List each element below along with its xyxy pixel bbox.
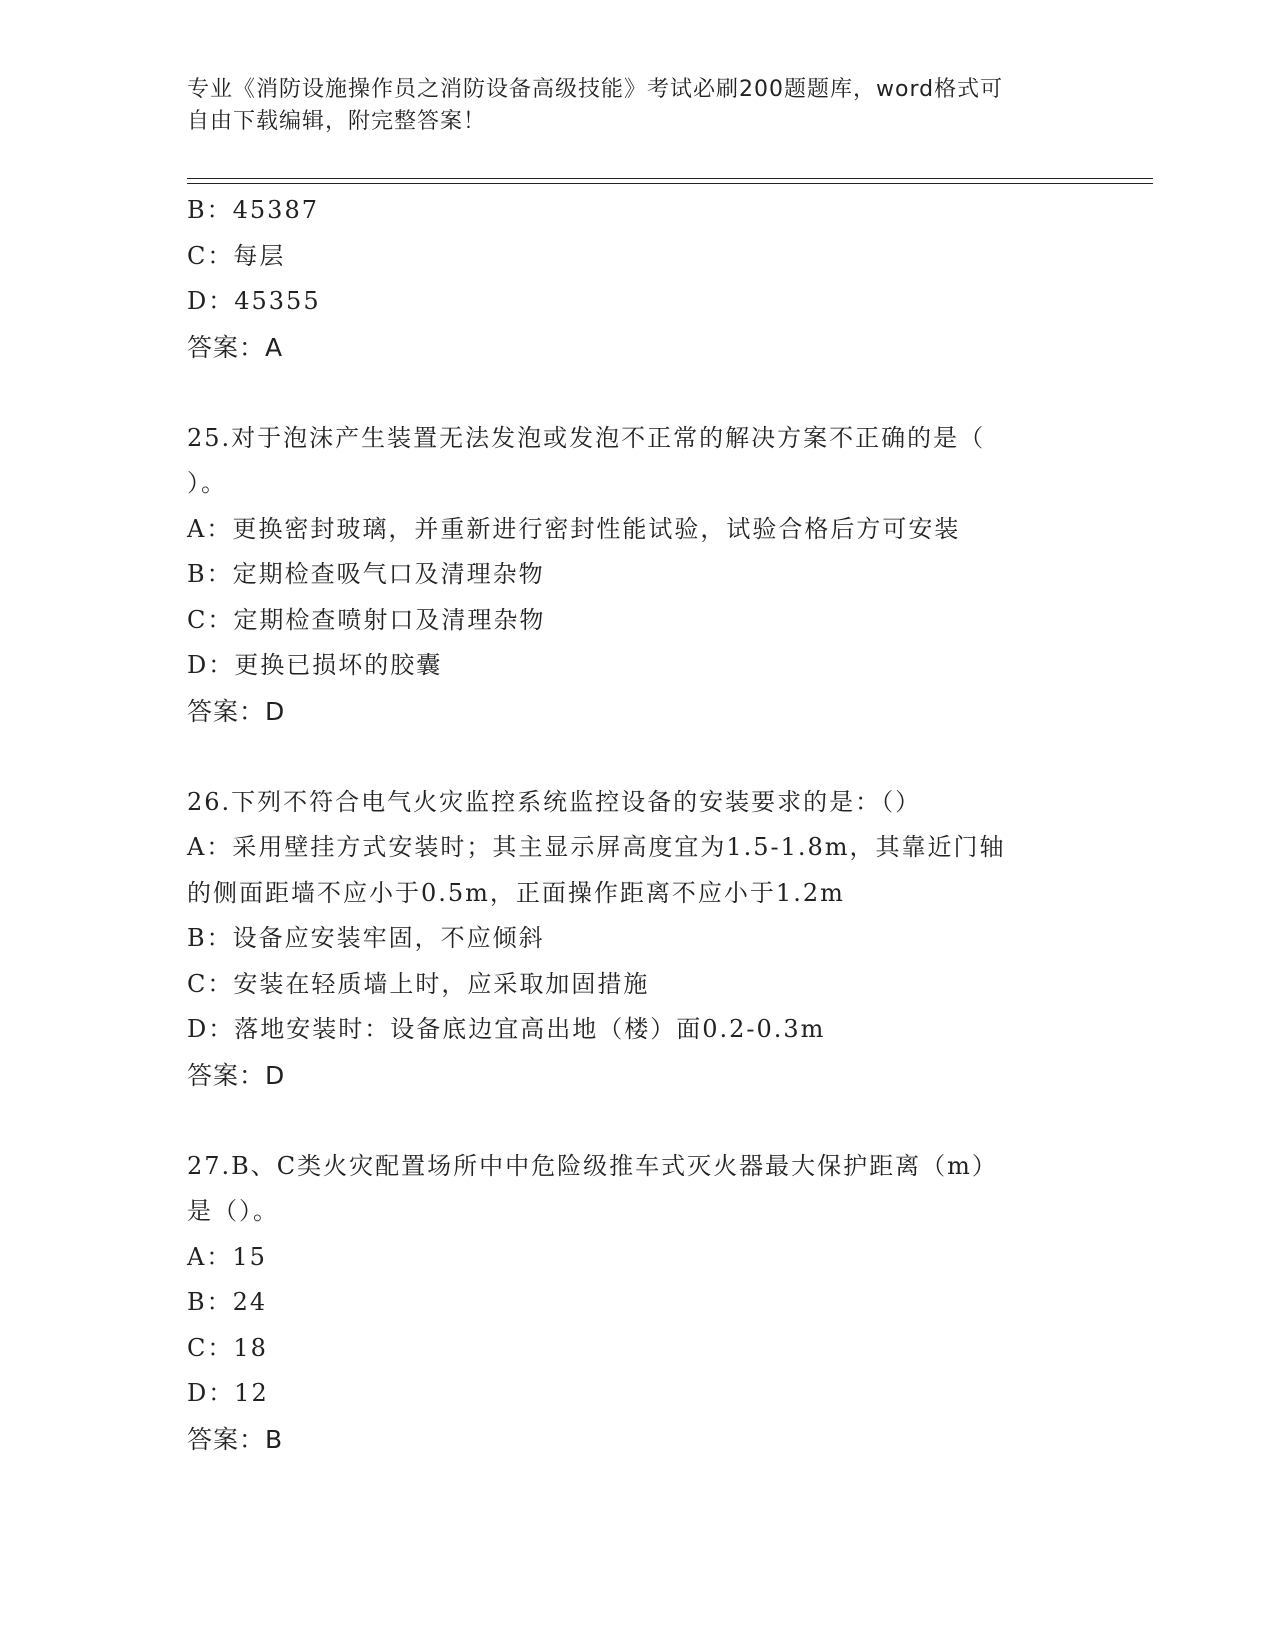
spacer [187, 1098, 1087, 1144]
option-d: D：更换已损坏的胶囊 [187, 651, 443, 679]
option-d: D：45355 [187, 287, 321, 315]
question-25 [187, 416, 1087, 735]
question-24-continuation [187, 188, 1087, 370]
question-stem-continued: ）。 [187, 469, 227, 497]
option-b: B：45387 [187, 196, 319, 224]
document-header [187, 74, 1067, 138]
spacer [187, 370, 1087, 416]
question-27 [187, 1144, 1087, 1463]
option-a: A：15 [187, 1242, 267, 1271]
question-stem-continued: 是（）。 [187, 1197, 279, 1225]
option-d: D：落地安装时：设备底边宜高出地（楼）面0.2-0.3m [187, 1015, 826, 1043]
option-c: C：18 [187, 1333, 268, 1362]
spacer [187, 734, 1087, 780]
option-a-continued: 的侧面距墙不应小于0.5m，正面操作距离不应小于1.2m [187, 878, 845, 907]
option-b: B：设备应安装牢固，不应倾斜 [187, 924, 545, 952]
answer: 答案：D [187, 1060, 286, 1090]
answer: 答案：A [187, 332, 284, 362]
option-a: A：更换密封玻璃，并重新进行密封性能试验，试验合格后方可安装 [187, 514, 961, 543]
option-c: C：定期检查喷射口及清理杂物 [187, 605, 546, 634]
answer: 答案：D [187, 696, 286, 726]
header-rule-bottom [187, 183, 1153, 184]
question-list [187, 188, 1087, 1462]
option-c: C：安装在轻质墙上时，应采取加固措施 [187, 969, 650, 998]
option-d: D：12 [187, 1379, 269, 1407]
option-b: B：24 [187, 1288, 268, 1316]
question-26 [187, 780, 1087, 1099]
question-stem: 27.B、C类火灾配置场所中中危险级推车式灭火器最大保护距离（m） [187, 1151, 998, 1180]
question-stem: 25.对于泡沫产生装置无法发泡或发泡不正常的解决方案不正确的是（ [187, 423, 986, 452]
answer: 答案：B [187, 1424, 284, 1454]
option-c: C：每层 [187, 241, 286, 270]
option-b: B：定期检查吸气口及清理杂物 [187, 560, 545, 588]
option-a: A：采用壁挂方式安装时；其主显示屏高度宜为1.5-1.8m，其靠近门轴 [187, 833, 1006, 861]
header-rule-top [187, 178, 1153, 179]
header-line-2: 自由下载编辑，附完整答案！ [187, 109, 487, 134]
header-line-1: 专业《消防设施操作员之消防设备高级技能》考试必刷200题题库，word格式可 [187, 77, 1004, 102]
question-stem: 26.下列不符合电气火灾监控系统监控设备的安装要求的是：（） [187, 787, 922, 816]
